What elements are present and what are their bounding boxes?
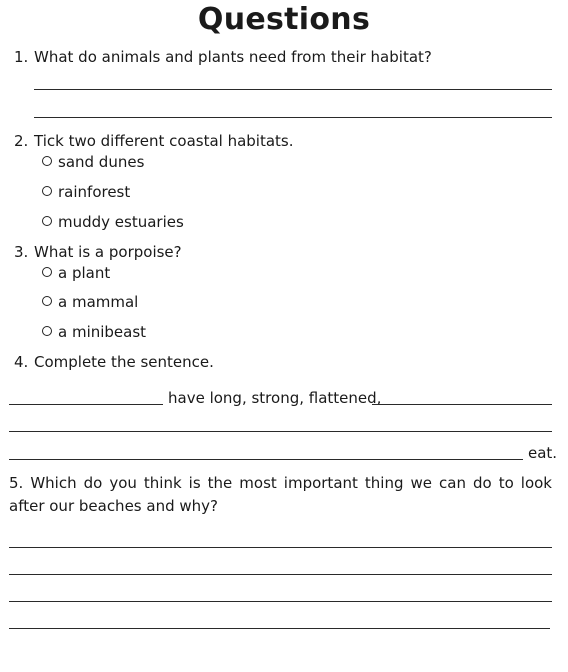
option-label: a minibeast — [58, 323, 147, 341]
option-label: rainforest — [58, 183, 131, 201]
blank-line-4b[interactable] — [372, 404, 552, 405]
answer-line-5d[interactable] — [9, 628, 550, 629]
radio-circle-icon[interactable] — [42, 267, 52, 277]
answer-line-1a[interactable] — [34, 89, 552, 90]
question-3-number: 3. — [14, 243, 29, 261]
question-2-text: Tick two different coastal habitats. — [34, 132, 294, 150]
option-sand-dunes[interactable] — [42, 152, 144, 172]
answer-line-1b[interactable] — [34, 117, 552, 118]
option-label: muddy estuaries — [58, 213, 184, 231]
question-3-text: What is a porpoise? — [34, 243, 182, 261]
blank-line-4c[interactable] — [9, 431, 552, 432]
option-a-plant[interactable] — [42, 263, 110, 283]
page-title: Questions — [197, 2, 371, 37]
question-4-number: 4. — [14, 353, 29, 371]
option-label: a plant — [58, 264, 111, 282]
question-1-text: What do animals and plants need from their habitat? — [34, 48, 432, 66]
answer-line-5c[interactable] — [9, 601, 552, 602]
question-5-text: 5. Which do you think is the most important thing we can do to look after our beaches and why? — [9, 474, 552, 515]
radio-circle-icon[interactable] — [42, 156, 52, 166]
radio-circle-icon[interactable] — [42, 216, 52, 226]
option-a-mammal[interactable] — [42, 292, 138, 312]
question-4-text: Complete the sentence. — [34, 353, 214, 371]
radio-circle-icon[interactable] — [42, 326, 52, 336]
radio-circle-icon[interactable] — [42, 186, 52, 196]
option-rainforest[interactable] — [42, 182, 130, 202]
answer-line-5b[interactable] — [9, 574, 552, 575]
question-2-number: 2. — [14, 132, 29, 150]
radio-circle-icon[interactable] — [42, 296, 52, 306]
blank-line-4d[interactable] — [9, 459, 523, 460]
blank-line-4a[interactable] — [9, 404, 163, 405]
option-muddy-estuaries[interactable] — [42, 212, 184, 232]
option-a-minibeast[interactable] — [42, 322, 146, 342]
answer-line-5a[interactable] — [9, 547, 552, 548]
sentence-fragment-2: eat. — [528, 444, 558, 462]
option-label: sand dunes — [58, 153, 145, 171]
option-label: a mammal — [58, 293, 139, 311]
sentence-fragment-1: have long, strong, flattened, — [168, 389, 382, 407]
question-1-number: 1. — [14, 48, 29, 66]
